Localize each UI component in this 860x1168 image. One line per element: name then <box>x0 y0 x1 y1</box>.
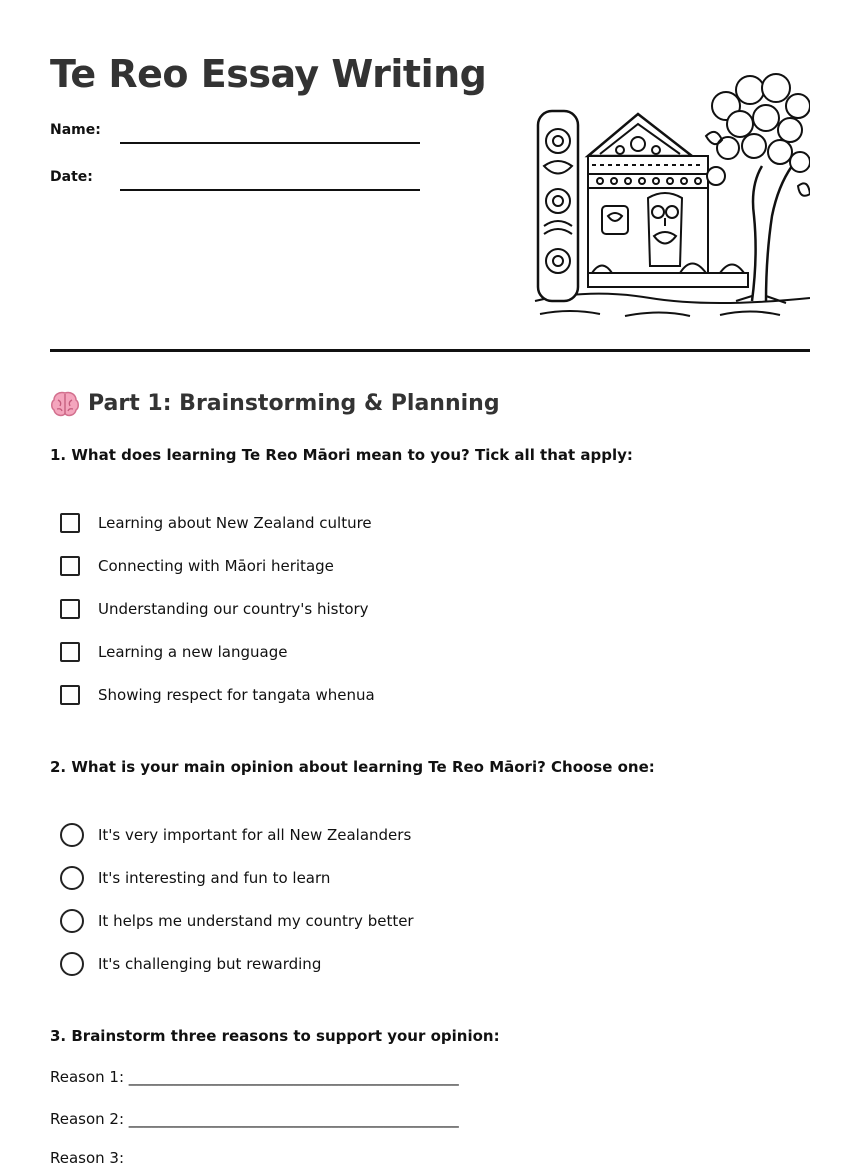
q2-option-label: It's very important for all New Zealanders <box>98 826 412 844</box>
q2-option-2[interactable] <box>60 866 331 890</box>
radio-button[interactable] <box>60 909 84 933</box>
date-label: Date: <box>50 169 93 185</box>
q1-option-4[interactable] <box>60 640 288 664</box>
reason-3-line[interactable]: Reason 3: <box>50 1149 125 1167</box>
q2-option-label: It helps me understand my country better <box>98 912 414 930</box>
header-divider <box>50 349 810 352</box>
q2-option-4[interactable] <box>60 952 322 976</box>
checkbox[interactable] <box>60 513 80 533</box>
name-label: Name: <box>50 122 101 138</box>
date-line[interactable] <box>120 189 420 191</box>
brain-icon <box>50 390 80 418</box>
q2-option-3[interactable] <box>60 909 414 933</box>
radio-button[interactable] <box>60 823 84 847</box>
q1-option-label: Learning about New Zealand culture <box>98 514 372 532</box>
checkbox[interactable] <box>60 599 80 619</box>
radio-button[interactable] <box>60 866 84 890</box>
question-3: 3. Brainstorm three reasons to support your opinion: <box>50 1027 500 1045</box>
checkbox[interactable] <box>60 642 80 662</box>
q1-option-label: Showing respect for tangata whenua <box>98 686 375 704</box>
checkbox[interactable] <box>60 556 80 576</box>
marae-tree-illustration <box>530 66 810 321</box>
q1-option-5[interactable] <box>60 683 375 707</box>
reason-1-line[interactable]: Reason 1: ____________________________________________ <box>50 1068 459 1086</box>
q1-option-label: Learning a new language <box>98 643 288 661</box>
question-2: 2. What is your main opinion about learning Te Reo Māori? Choose one: <box>50 758 655 776</box>
q1-option-2[interactable] <box>60 554 334 578</box>
q2-option-label: It's challenging but rewarding <box>98 955 322 973</box>
radio-button[interactable] <box>60 952 84 976</box>
q1-option-1[interactable] <box>60 511 372 535</box>
part1-heading <box>50 388 500 420</box>
checkbox[interactable] <box>60 685 80 705</box>
q1-option-3[interactable] <box>60 597 369 621</box>
worksheet-title: Te Reo Essay Writing <box>50 52 487 96</box>
part1-heading-text: Part 1: Brainstorming & Planning <box>88 391 500 416</box>
q2-option-1[interactable] <box>60 823 412 847</box>
question-1: 1. What does learning Te Reo Māori mean to you? Tick all that apply: <box>50 446 633 464</box>
name-line[interactable] <box>120 142 420 144</box>
q1-option-label: Connecting with Māori heritage <box>98 557 334 575</box>
q2-option-label: It's interesting and fun to learn <box>98 869 331 887</box>
q1-option-label: Understanding our country's history <box>98 600 369 618</box>
reason-2-line[interactable]: Reason 2: ____________________________________________ <box>50 1110 459 1128</box>
